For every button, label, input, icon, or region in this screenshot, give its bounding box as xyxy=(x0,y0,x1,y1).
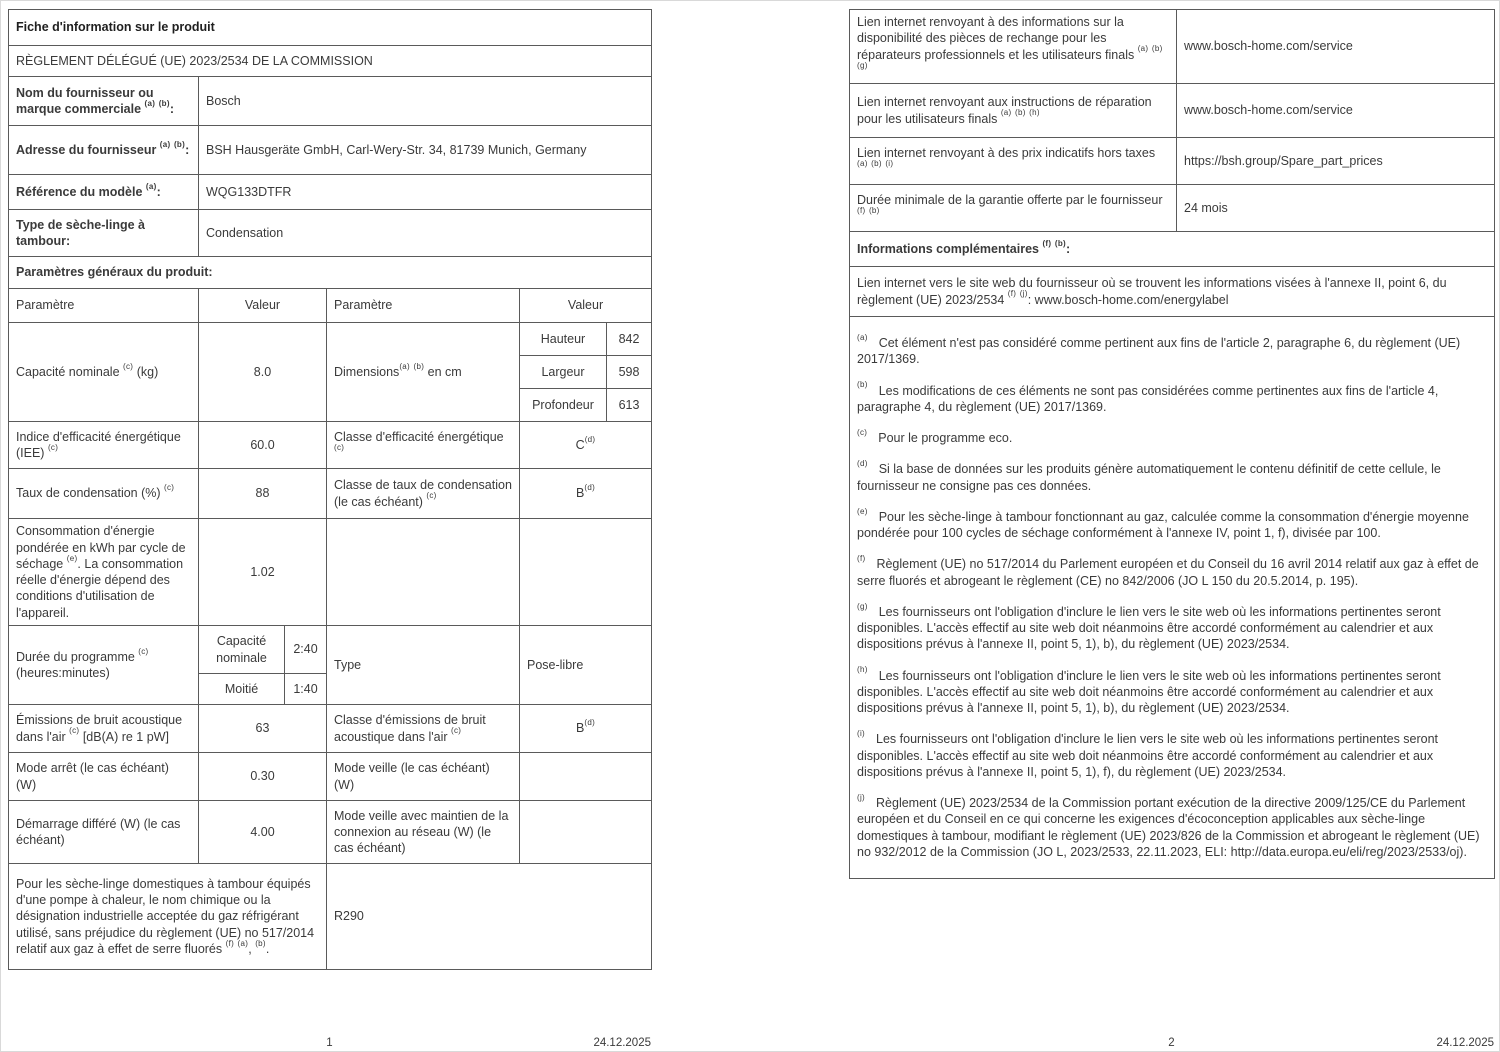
table-row xyxy=(9,422,652,469)
product-info-table xyxy=(8,9,652,970)
dimensions-label: Dimensions$^{(a)}$ $^{(b)}$ en cm xyxy=(327,323,520,422)
condensation-class-value: $B^{(d)}$ xyxy=(520,469,652,519)
refrigerant-value: R290 xyxy=(327,864,652,970)
page-date: 24.12.2025 xyxy=(1436,1037,1494,1049)
footnote-e: $^{(e)}$ Pour les sèche-linge à tambour fonctionnant au gaz, calculée comme la consommation d'énergie moyenne pondérée pour 100 cycles de séchage conformément à l'annexe IV, point 1, f), divisée par 100. xyxy=(857,506,1469,540)
dryer-type-value: Condensation xyxy=(199,210,652,257)
table-row xyxy=(9,519,652,626)
iee-value: 60.0 xyxy=(199,422,327,469)
repair-instructions-link-value: www.bosch-home.com/service xyxy=(1177,84,1495,138)
general-parameters-heading: Paramètres généraux du produit: xyxy=(9,257,652,289)
footnote-f: $^{(f)}$ Règlement (UE) no 517/2014 du Parlement européen et du Conseil du 16 avril 2014 relatif aux gaz à effet de serre fluorés et abrogeant le règlement (CE) no 842/2006 (JO L 150 du 20.5.2014, p. 195). xyxy=(857,554,1479,588)
networked-standby-value xyxy=(520,801,652,864)
supplier-name-label: Nom du fournisseur ou marque commerciale $^{(a)}$ $^{(b)}$: xyxy=(9,77,199,126)
footnote-d: $^{(d)}$ Si la base de données sur les produits génère automatiquement le contenu définitif de cette cellule, le fournisseur ne consigne pas ces données. xyxy=(857,459,1441,493)
noise-class-label: Classe d'émissions de bruit acoustique dans l'air $^{(c)}$ xyxy=(327,705,520,753)
table-row xyxy=(9,864,652,970)
supplier-address-label: Adresse du fournisseur $^{(a)}$ $^{(b)}$: xyxy=(9,126,199,175)
dimension-depth-value: 613 xyxy=(607,389,652,422)
energylabel-link-line: Lien internet vers le site web du fournisseur où se trouvent les informations visées à l'annexe II, point 6, du règlement (UE) 2023/2534 $^{(f)}$ $^{(j)}$: www.bosch-home.com/energylabel xyxy=(850,267,1495,317)
empty-value-cell xyxy=(520,519,652,626)
empty-param-cell xyxy=(327,519,520,626)
indicative-prices-link-label: Lien internet renvoyant à des prix indicatifs hors taxes $^{(a)}$ $^{(b)}$ $^{(i)}$ xyxy=(850,138,1177,185)
model-reference-label: Référence du modèle $^{(a)}$: xyxy=(9,175,199,210)
page-date: 24.12.2025 xyxy=(593,1037,651,1049)
program-duration-label: Durée du programme $^{(c)}$ (heures:minutes) xyxy=(9,626,199,705)
networked-standby-label: Mode veille avec maintien de la connexion au réseau (W) (le cas échéant) xyxy=(327,801,520,864)
off-mode-value: 0.30 xyxy=(199,753,327,801)
footnote-i: $^{(i)}$ Les fournisseurs ont l'obligation d'inclure le lien vers le site web où les informations pertinentes seront disponibles. L'accès effectif au site web doit néanmoins être accordé conformément au calendrier et aux dispositions prévus à l'annexe II, point 5, 1), f), du règlement (UE) 2023/2534. xyxy=(857,729,1439,779)
table-row xyxy=(9,469,652,519)
dryer-type-label: Type de sèche-linge à tambour: xyxy=(9,210,199,257)
value-header-left: Valeur xyxy=(199,289,327,323)
iee-label: Indice d'efficacité énergétique (IEE) $^{(c)}$ xyxy=(9,422,199,469)
param-header-left: Paramètre xyxy=(9,289,199,323)
dimension-height-label: Hauteur xyxy=(520,323,607,356)
capacity-value: 8.0 xyxy=(199,323,327,422)
supplier-address-value: BSH Hausgeräte GmbH, Carl-Wery-Str. 34, 81739 Munich, Germany xyxy=(199,126,652,175)
condensation-class-label: Classe de taux de condensation (le cas échéant) $^{(c)}$ xyxy=(327,469,520,519)
footnote-h: $^{(h)}$ Les fournisseurs ont l'obligation d'inclure le lien vers le site web où les informations pertinentes seront disponibles. L'accès effectif au site web doit néanmoins être accordé conformément au calendrier et aux dispositions prévus à l'annexe II, point 5, 1), b), du règlement (UE) 2023/2534. xyxy=(857,665,1441,715)
footnote-g: $^{(g)}$ Les fournisseurs ont l'obligation d'inclure le lien vers le site web où les informations pertinentes seront disponibles. L'accès effectif au site web doit néanmoins être accordé conformément au calendrier et aux dispositions prévus à l'annexe II, point 5, 1), b), du règlement (UE) 2023/2534. xyxy=(857,601,1441,652)
page-number: 1 xyxy=(326,1037,333,1049)
noise-value: 63 xyxy=(199,705,327,753)
page2-footer xyxy=(849,1036,1494,1052)
footnotes xyxy=(850,317,1495,879)
table-row xyxy=(9,626,652,674)
condensation-rate-value: 88 xyxy=(199,469,327,519)
dimension-width-label: Largeur xyxy=(520,356,607,389)
dimension-height-value: 842 xyxy=(607,323,652,356)
energy-consumption-value: 1.02 xyxy=(199,519,327,626)
footnote-a: $^{(a)}$ Cet élément n'est pas considéré comme pertinent aux fins de l'article 2, paragraphe 6, du règlement (UE) 2017/1369. xyxy=(857,332,1461,367)
type-value: Pose-libre xyxy=(520,626,652,705)
table-row xyxy=(850,185,1495,232)
dimension-width-value: 598 xyxy=(607,356,652,389)
table-row xyxy=(9,323,652,356)
energy-class-label: Classe d'efficacité énergétique $^{(c)}$ xyxy=(327,422,520,469)
refrigerant-label: Pour les sèche-linge domestiques à tambour équipés d'une pompe à chaleur, le nom chimique ou la désignation industrielle acceptée du gaz réfrigérant utilisé, sans préjudice du règlement (UE) no 517/2014 relatif aux gaz à effet de serre fluorés $^{(f)}$ $^{(a)}$, $^{(b)}$. xyxy=(9,864,327,970)
page-number: 2 xyxy=(1168,1037,1175,1049)
footnote-b: $^{(b)}$ Les modifications de ces éléments ne sont pas considérées comme pertinentes aux fins de l'article 4, paragraphe 4, du règlement (UE) 2017/1369. xyxy=(857,380,1439,414)
spare-parts-link-value: www.bosch-home.com/service xyxy=(1177,10,1495,84)
footnote-j: $^{(j)}$ Règlement (UE) 2023/2534 de la Commission portant exécution de la directive 2009/125/CE du Parlement européen et du Conseil en ce qui concerne les exigences d'écoconception applicables aux sèche-linge domestiques à tambour, modifiant le règlement (UE) 2023/826 de la Commission et abrogeant le règlement (UE) no 932/2012 de la Commission (JO L, 2023/2533, 22.11.2023, ELI: http://data.europa.eu/eli/reg/2023/2533/oj). xyxy=(857,792,1480,859)
spare-parts-link-label: Lien internet renvoyant à des informations sur la disponibilité des pièces de rechange pour les réparateurs professionnels et les utilisateurs finals $^{(a)}$ $^{(b)}$ $^{(g)}$ xyxy=(850,10,1177,84)
document-title: Fiche d'information sur le produit xyxy=(9,10,652,46)
dimension-depth-label: Profondeur xyxy=(520,389,607,422)
noise-class-value: $B^{(d)}$ xyxy=(520,705,652,753)
delayed-start-label: Démarrage différé (W) (le cas échéant) xyxy=(9,801,199,864)
value-header-right: Valeur xyxy=(520,289,652,323)
duration-half-label: Moitié xyxy=(199,674,285,705)
off-mode-label: Mode arrêt (le cas échéant) (W) xyxy=(9,753,199,801)
energy-class-value: $C^{(d)}$ xyxy=(520,422,652,469)
model-reference-value: WQG133DTFR xyxy=(199,175,652,210)
repair-instructions-link-label: Lien internet renvoyant aux instructions de réparation pour les utilisateurs finals $^{(a)}$ $^{(b)}$ $^{(h)}$ xyxy=(850,84,1177,138)
table-row xyxy=(9,753,652,801)
table-row xyxy=(850,10,1495,84)
table-row xyxy=(850,138,1495,185)
indicative-prices-link-value: https://bsh.group/Spare_part_prices xyxy=(1177,138,1495,185)
warranty-duration-label: Durée minimale de la garantie offerte par le fournisseur $^{(f)}$ $^{(b)}$ xyxy=(850,185,1177,232)
links-and-footnotes-table xyxy=(849,9,1495,879)
duration-half-value: 1:40 xyxy=(285,674,327,705)
page1-footer xyxy=(8,1036,651,1052)
noise-label: Émissions de bruit acoustique dans l'air $^{(c)}$ [dB(A) re 1 pW] xyxy=(9,705,199,753)
additional-information-heading: Informations complémentaires $^{(f)}$ $^{(b)}$: xyxy=(850,232,1495,267)
standby-value xyxy=(520,753,652,801)
table-row xyxy=(9,705,652,753)
supplier-name-value: Bosch xyxy=(199,77,652,126)
condensation-rate-label: Taux de condensation (%) $^{(c)}$ xyxy=(9,469,199,519)
table-row xyxy=(9,801,652,864)
regulation-subtitle: RÈGLEMENT DÉLÉGUÉ (UE) 2023/2534 DE LA COMMISSION xyxy=(9,46,652,77)
standby-label: Mode veille (le cas échéant) (W) xyxy=(327,753,520,801)
delayed-start-value: 4.00 xyxy=(199,801,327,864)
duration-rated-value: 2:40 xyxy=(285,626,327,674)
capacity-label: Capacité nominale $^{(c)}$ (kg) xyxy=(9,323,199,422)
footnote-c: $^{(c)}$ Pour le programme eco. xyxy=(857,427,1013,445)
type-label: Type xyxy=(327,626,520,705)
table-row xyxy=(850,84,1495,138)
energy-consumption-label: Consommation d'énergie pondérée en kWh par cycle de séchage $^{(e)}$. La consommation réelle d'énergie dépend des conditions d'utilisation de l'appareil. xyxy=(9,519,199,626)
warranty-duration-value: 24 mois xyxy=(1177,185,1495,232)
duration-rated-label: Capacité nominale xyxy=(199,626,285,674)
param-header-right: Paramètre xyxy=(327,289,520,323)
